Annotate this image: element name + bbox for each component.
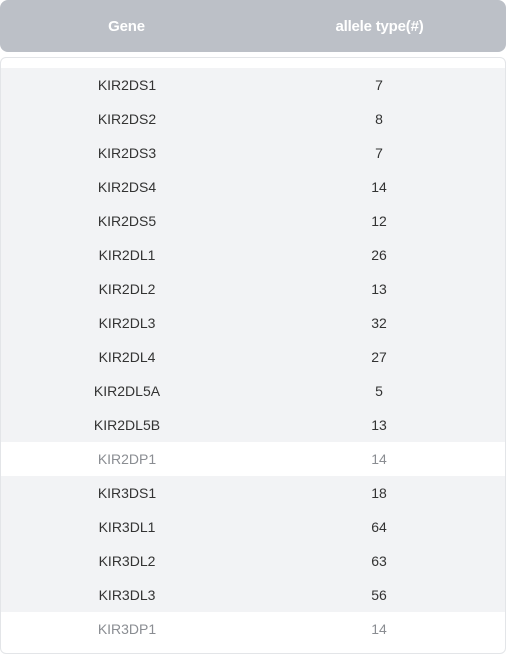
gene-cell: KIR2DP1 <box>97 451 157 467</box>
table-row <box>1 442 505 476</box>
table-row <box>1 544 505 578</box>
gene-cell: KIR3DL2 <box>98 553 156 569</box>
gene-cell: KIR3DL3 <box>98 587 156 603</box>
table-row <box>1 374 505 408</box>
allele-count-cell: 32 <box>371 315 387 331</box>
table-row <box>1 102 505 136</box>
table-body <box>0 57 506 654</box>
gene-cell: KIR2DL4 <box>98 349 156 365</box>
table-row <box>1 476 505 510</box>
allele-count-cell: 12 <box>371 213 387 229</box>
table-row <box>1 68 505 102</box>
gene-cell: KIR2DS4 <box>97 179 157 195</box>
gene-cell: KIR3DP1 <box>97 621 157 637</box>
header-allele-type: allele type(#) <box>335 17 424 35</box>
table-row <box>1 612 505 646</box>
gene-cell: KIR2DL1 <box>98 247 156 263</box>
allele-count-cell: 14 <box>371 179 387 195</box>
allele-count-cell: 14 <box>371 451 387 467</box>
table-rows <box>1 68 505 646</box>
gene-cell: KIR3DS1 <box>97 485 157 501</box>
table-row <box>1 578 505 612</box>
allele-count-cell: 7 <box>375 145 383 161</box>
gene-cell: KIR2DL2 <box>98 281 156 297</box>
gene-cell: KIR2DL5B <box>93 417 161 433</box>
allele-count-cell: 27 <box>371 349 387 365</box>
table-row <box>1 340 505 374</box>
gene-cell: KIR2DS1 <box>97 77 157 93</box>
allele-count-cell: 5 <box>375 383 383 399</box>
gene-cell: KIR3DL1 <box>98 519 156 535</box>
allele-count-cell: 18 <box>371 485 387 501</box>
table-row <box>1 170 505 204</box>
allele-count-cell: 64 <box>371 519 387 535</box>
header-gene: Gene <box>108 17 145 35</box>
gene-cell: KIR2DS2 <box>97 111 157 127</box>
gene-cell: KIR2DS3 <box>97 145 157 161</box>
allele-count-cell: 13 <box>371 281 387 297</box>
allele-count-cell: 8 <box>375 111 383 127</box>
table-header <box>0 0 506 52</box>
allele-count-cell: 26 <box>371 247 387 263</box>
table-row <box>1 136 505 170</box>
table-row <box>1 272 505 306</box>
gene-cell: KIR2DL3 <box>98 315 156 331</box>
gene-cell: KIR2DL5A <box>93 383 161 399</box>
table-row <box>1 408 505 442</box>
allele-count-cell: 7 <box>375 77 383 93</box>
allele-count-cell: 13 <box>371 417 387 433</box>
table-row <box>1 204 505 238</box>
table-row <box>1 238 505 272</box>
allele-count-cell: 14 <box>371 621 387 637</box>
allele-count-cell: 63 <box>371 553 387 569</box>
gene-cell: KIR2DS5 <box>97 213 157 229</box>
table-row <box>1 306 505 340</box>
table-row <box>1 510 505 544</box>
allele-count-cell: 56 <box>371 587 387 603</box>
